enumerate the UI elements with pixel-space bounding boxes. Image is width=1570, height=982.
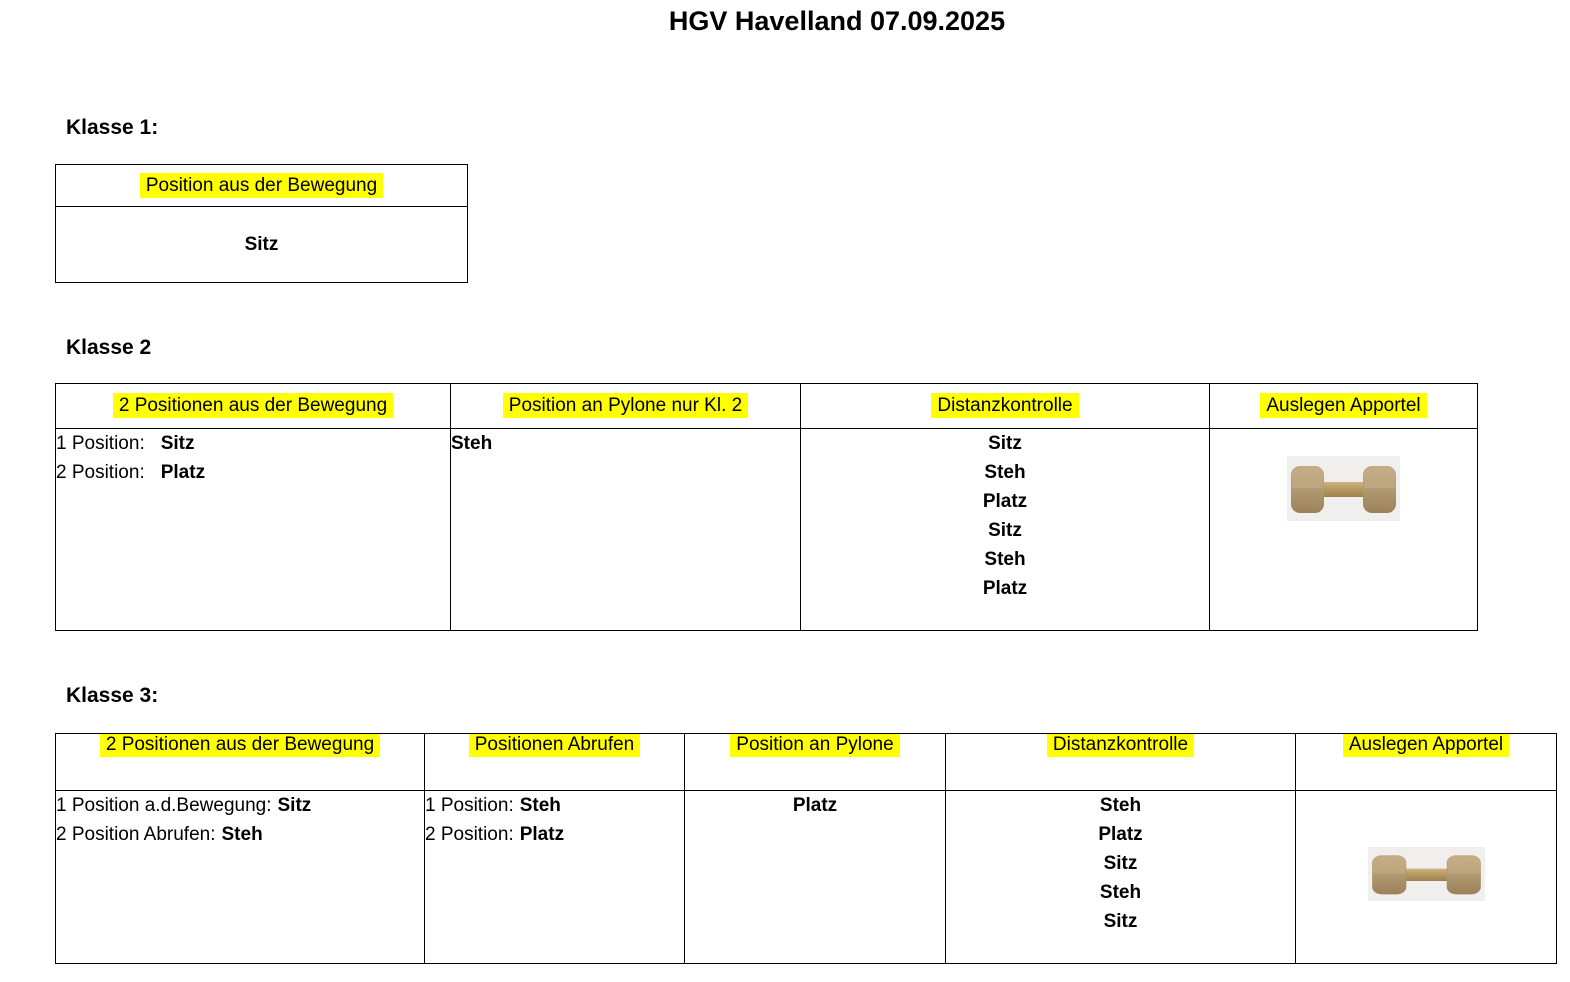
section-heading-klasse-2: Klasse 2: [66, 336, 152, 359]
column-header-apportel: Auslegen Apportel: [1343, 734, 1509, 758]
table-row: [56, 207, 468, 283]
column-header-cell: [56, 165, 468, 207]
column-header-position-aus-der-bewegung: Position aus der Bewegung: [140, 173, 383, 198]
distanz-item: Platz: [982, 578, 1028, 599]
distanz-item: Sitz: [1103, 853, 1138, 874]
position-entry: [56, 458, 450, 487]
distanz-item: Platz: [982, 491, 1028, 512]
column-header-cell: [56, 734, 425, 791]
position-value-cell: Sitz: [56, 207, 468, 283]
column-header-cell: [56, 384, 451, 429]
page-title: HGV Havelland 07.09.2025: [668, 6, 1006, 36]
distanzkontrolle-cell: [801, 429, 1210, 631]
pylone-cell: [451, 429, 801, 631]
distanz-item: Steh: [1099, 795, 1142, 816]
position-value: Sitz: [160, 433, 195, 454]
table-klasse-2: [55, 383, 1478, 631]
position-value: Platz: [160, 462, 206, 483]
column-header-cell: [1296, 734, 1557, 791]
pylone-value: Steh: [451, 433, 493, 454]
table-header-row: [56, 734, 1557, 791]
column-header-cell: [1210, 384, 1478, 429]
section-heading-klasse-3: Klasse 3:: [66, 684, 159, 707]
table-row: [56, 165, 468, 207]
column-header-2-positionen: 2 Positionen aus der Bewegung: [100, 734, 380, 758]
column-header-distanzkontrolle: Distanzkontrolle: [1047, 734, 1194, 758]
apportel-dumbbell-icon: [1287, 456, 1400, 521]
position-entry: [425, 791, 684, 820]
apportel-cell: [1210, 429, 1478, 631]
column-header-cell: [685, 734, 946, 791]
position-value: Sitz: [277, 795, 312, 816]
column-header-abrufen: Positionen Abrufen: [469, 734, 641, 758]
positionen-cell: [56, 429, 451, 631]
table-klasse-1: [55, 164, 468, 283]
column-header-pylone: Position an Pylone: [730, 734, 899, 758]
position-value: Steh: [221, 824, 263, 845]
position-entry: [56, 429, 450, 458]
column-header-2-positionen: 2 Positionen aus der Bewegung: [113, 393, 393, 418]
column-header-cell: [946, 734, 1296, 791]
distanzkontrolle-cell: [946, 791, 1296, 964]
position-label: 1 Position:: [425, 795, 514, 816]
distanz-item: Sitz: [988, 520, 1022, 541]
position-entry: [56, 791, 424, 820]
distanz-item: Steh: [984, 462, 1026, 483]
position-entry: [425, 820, 684, 849]
distanz-item: Platz: [1098, 824, 1143, 845]
position-value: Steh: [519, 795, 561, 816]
position-label: 2 Position:: [425, 824, 514, 845]
apportel-dumbbell-icon: [1368, 847, 1485, 901]
positionen-cell: [56, 791, 425, 964]
column-header-cell: [451, 384, 801, 429]
distanz-item: Steh: [984, 549, 1026, 570]
table-header-row: [56, 384, 1478, 429]
abrufen-cell: [425, 791, 685, 964]
position-entry: [56, 820, 424, 849]
table-body-row: [56, 429, 1478, 631]
table-klasse-3: [55, 733, 1557, 964]
distanz-item: Steh: [1099, 882, 1142, 903]
distanz-item: Sitz: [1103, 911, 1138, 932]
position-label: 1 Position:: [56, 433, 145, 454]
section-heading-klasse-1: Klasse 1:: [66, 116, 159, 139]
table-body-row: [56, 791, 1557, 964]
column-header-cell: [801, 384, 1210, 429]
position-label: 2 Position:: [56, 462, 145, 483]
position-value: Platz: [519, 824, 565, 845]
apportel-cell: [1296, 791, 1557, 964]
column-header-cell: [425, 734, 685, 791]
pylone-cell: [685, 791, 946, 964]
position-label: 2 Position Abrufen:: [56, 824, 216, 845]
pylone-value: Platz: [792, 795, 838, 816]
column-header-apportel: Auslegen Apportel: [1260, 393, 1426, 418]
distanz-item: Sitz: [988, 433, 1022, 454]
column-header-pylone: Position an Pylone nur Kl. 2: [503, 393, 748, 418]
column-header-distanzkontrolle: Distanzkontrolle: [931, 393, 1078, 418]
position-label: 1 Position a.d.Bewegung:: [56, 795, 272, 816]
